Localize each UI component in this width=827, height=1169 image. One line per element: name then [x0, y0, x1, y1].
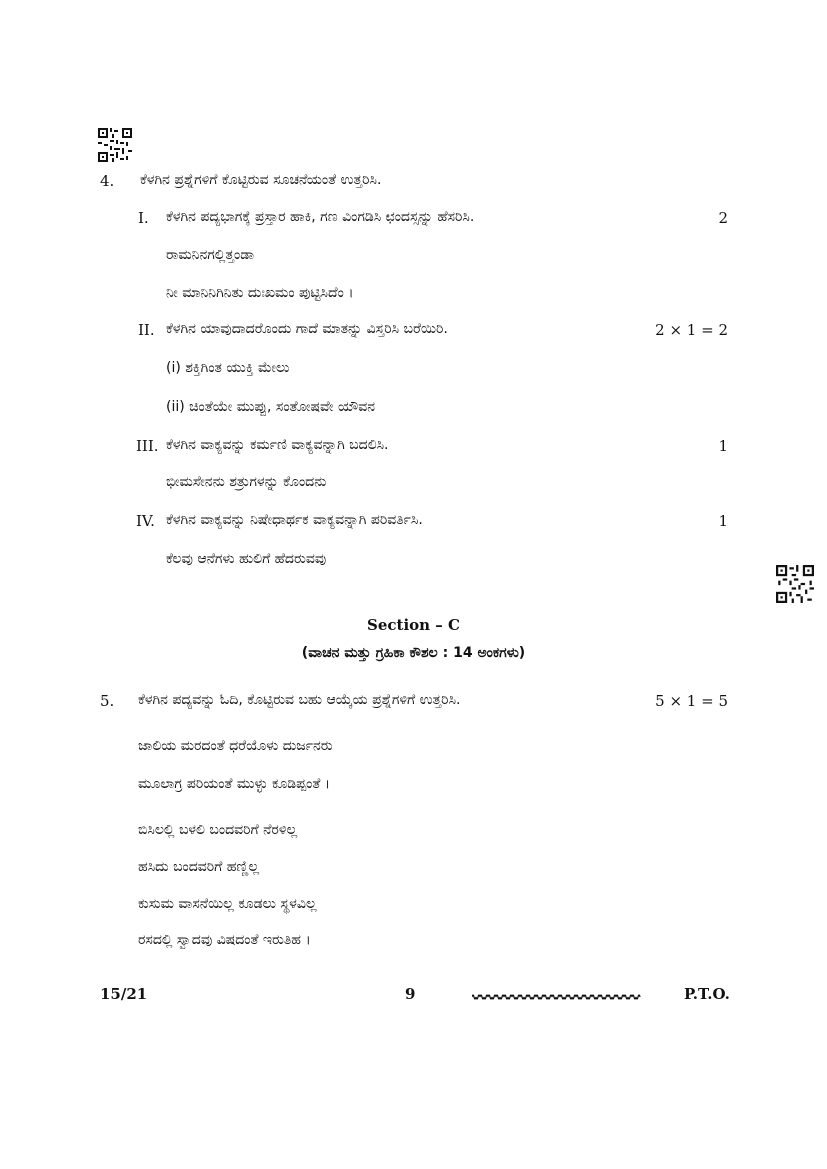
- poem-line: ಮೂಲಾಗ್ರ ಪರಿಯಂತೆ ಮುಳ್ಳು ಕೂಡಿಪ್ಪಂತೆ ।: [138, 776, 331, 792]
- qr-code-icon: [776, 565, 814, 603]
- wavy-line-icon: [472, 988, 642, 1007]
- part-text: ಕೆಳಗಿನ ಪದ್ಯಭಾಗಕ್ಕೆ ಪ್ರಸ್ತಾರ ಹಾಕಿ, ಗಣ ವಿಂಗಡಿಸಿ ಛಂದಸ್ಸನ್ನು ಹೆಸರಿಸಿ.: [166, 209, 475, 225]
- paper-code: 15/21: [100, 985, 148, 1003]
- part-label: IV.: [136, 512, 155, 530]
- part-label: II.: [138, 321, 155, 339]
- pto-label: P.T.O.: [684, 985, 730, 1003]
- part-text: ಕೆಳಗಿನ ವಾಕ್ಯವನ್ನು ಕರ್ಮಣಿ ವಾಕ್ಯವನ್ನಾಗಿ ಬದಲಿಸಿ.: [166, 437, 389, 453]
- part-text: ಕೆಳಗಿನ ವಾಕ್ಯವನ್ನು ನಿಷೇಧಾರ್ಥಕ ವಾಕ್ಯವನ್ನಾಗಿ ಪರಿವರ್ತಿಸಿ.: [166, 512, 423, 528]
- page-number: 9: [405, 985, 416, 1003]
- part-label: I.: [138, 209, 149, 227]
- part-text: ಕೆಳಗಿನ ಯಾವುದಾದರೊಂದು ಗಾದೆ ಮಾತನ್ನು ವಿಸ್ತರಿಸಿ ಬರೆಯಿರಿ.: [166, 321, 448, 337]
- part-marks: 2 × 1 = 2: [655, 321, 728, 339]
- verse-line: ನೀ ಮಾನಿನಿಗಿನಿತು ದುಃಖಮಂ ಪುಟ್ಟಿಸಿದೆಂ ।: [166, 285, 354, 301]
- part-label: III.: [136, 437, 159, 455]
- sentence-line: ಕೆಲವು ಆನೆಗಳು ಹುಲಿಗೆ ಹೆದರುವವು: [166, 551, 327, 567]
- question-instruction: ಕೆಳಗಿನ ಪದ್ಯವನ್ನು ಓದಿ, ಕೊಟ್ಟಿರುವ ಬಹು ಆಯ್ಕೆಯ ಪ್ರಶ್ನೆಗಳಿಗೆ ಉತ್ತರಿಸಿ.: [138, 692, 461, 708]
- part-marks: 2: [718, 209, 728, 227]
- option-line: (i) ಶಕ್ತಿಗಿಂತ ಯುಕ್ತಿ ಮೇಲು: [166, 360, 290, 376]
- poem-line: ಜಾಲಿಯ ಮರದಂತೆ ಧರೆಯೊಳು ದುರ್ಜನರು: [138, 738, 333, 754]
- section-subtitle: (ವಾಚನ ಮತ್ತು ಗ್ರಹಿಕಾ ಕೌಶಲ : 14 ಅಂಕಗಳು): [301, 645, 526, 661]
- poem-line: ಕುಸುಮ ವಾಸನೆಯಿಲ್ಲ ಕೂಡಲು ಸ್ಥಳವಿಲ್ಲ: [138, 896, 317, 912]
- poem-line: ರಸದಲ್ಲಿ ಸ್ವಾದವು ವಿಷದಂತೆ ಇರುತಿಹ ।: [138, 932, 311, 948]
- question-number: 4.: [100, 172, 115, 190]
- part-marks: 1: [718, 512, 728, 530]
- question-marks: 5 × 1 = 5: [655, 692, 728, 710]
- poem-line: ಬಿಸಿಲಲ್ಲಿ ಬಳಲಿ ಬಂದವರಿಗೆ ನೆರಳಿಲ್ಲ: [138, 822, 298, 838]
- qr-code-icon: [98, 128, 132, 162]
- verse-line: ರಾಮನಿನಗಲ್ಲಿತ್ತಂಡಾ: [166, 247, 255, 263]
- poem-line: ಹಸಿದು ಬಂದವರಿಗೆ ಹಣ್ಣಿಲ್ಲ: [138, 859, 260, 875]
- section-title: Section – C: [367, 616, 460, 634]
- part-marks: 1: [718, 437, 728, 455]
- question-instruction: ಕೆಳಗಿನ ಪ್ರಶ್ನೆಗಳಿಗೆ ಕೊಟ್ಟಿರುವ ಸೂಚನೆಯಂತೆ ಉತ್ತರಿಸಿ.: [140, 172, 382, 188]
- option-line: (ii) ಚಿಂತೆಯೇ ಮುಪ್ಪು, ಸಂತೋಷವೇ ಯೌವನ: [166, 399, 376, 415]
- question-number: 5.: [100, 692, 115, 710]
- sentence-line: ಭೀಮಸೇನನು ಶತ್ರುಗಳನ್ನು ಕೊಂದನು: [166, 474, 327, 490]
